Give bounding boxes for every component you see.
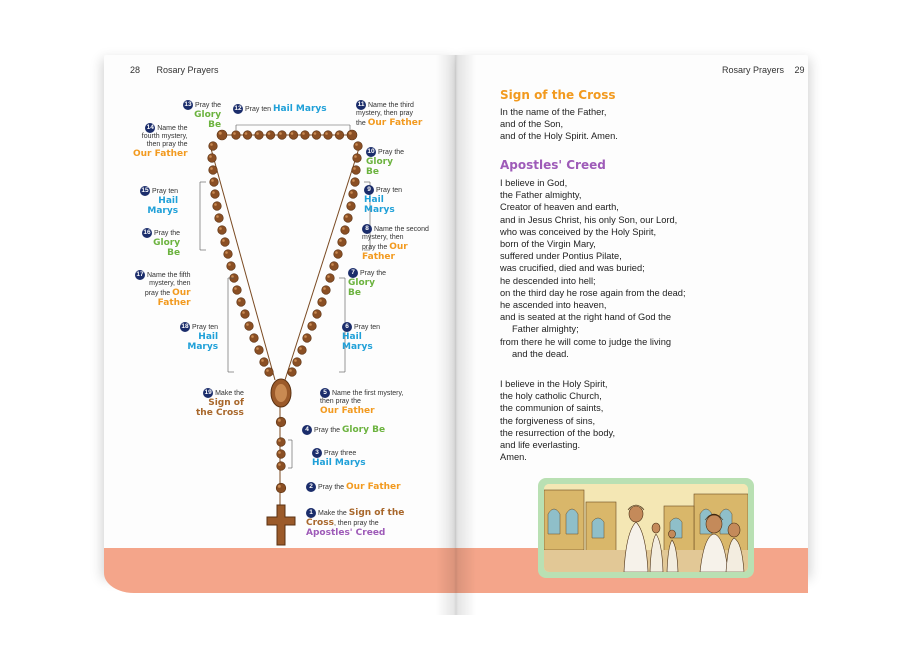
bead (293, 358, 302, 367)
bead-highlight (222, 239, 225, 242)
bead (265, 368, 274, 377)
text-line: from there he will come to judge the living (500, 336, 672, 347)
bead-highlight (278, 439, 281, 442)
bead (344, 214, 353, 223)
bead (322, 286, 331, 295)
bead-highlight (294, 359, 297, 362)
step-text: Our Father (346, 482, 401, 492)
text-line: suffered under Pontius Pilate, (500, 251, 622, 262)
step-text: Marys (147, 206, 179, 216)
step-text: Our (172, 288, 191, 298)
step-number-badge: 4 (302, 425, 312, 435)
step-text: Name the second (374, 225, 429, 233)
step-text: then pray the (320, 398, 361, 405)
rosary-step-11 (356, 100, 422, 128)
bead (347, 202, 356, 211)
bead-highlight (268, 132, 271, 135)
step-text: Marys (342, 342, 373, 352)
text-line: Father almighty; (512, 324, 579, 335)
bead-highlight (211, 179, 214, 182)
left-page-number: 28 (130, 65, 141, 75)
text-line: In the name of the Father, (500, 107, 607, 117)
bead (303, 334, 312, 343)
rosary-step-12 (233, 104, 327, 114)
text-line: Amen. (500, 452, 527, 463)
text-line: who was conceived by the Holy Spirit, (500, 226, 657, 237)
text-line: the Father almighty, (500, 190, 582, 201)
bead (289, 131, 298, 140)
rosary-step-3 (312, 448, 366, 468)
bead (208, 154, 217, 163)
step-text: Be (208, 120, 222, 130)
bead (301, 131, 310, 140)
bead-highlight (337, 132, 340, 135)
bead (209, 142, 218, 151)
bead-highlight (256, 132, 259, 135)
bead-highlight (350, 191, 353, 194)
step-text: Glory (194, 110, 222, 120)
bead (335, 131, 344, 140)
step-number-badge: 19 (204, 389, 212, 396)
step-text: Our Father (133, 149, 188, 159)
step-text: Hail (364, 195, 384, 205)
bead (318, 298, 327, 307)
step-text: Marys (187, 342, 219, 352)
text-line: and is seated at the right hand of God the (500, 312, 672, 323)
bead-highlight (352, 179, 355, 182)
bead (326, 274, 335, 283)
step-text: pray the (144, 290, 173, 297)
bead-highlight (245, 132, 248, 135)
bead-highlight (325, 132, 328, 135)
step-text: Hail (158, 196, 179, 206)
rosary-step-8 (362, 224, 429, 262)
text-line: and life everlasting. (500, 440, 581, 451)
step-text: Cross (306, 518, 334, 529)
step-text: Name the third (368, 101, 414, 109)
step-text: Name the fifth (147, 271, 191, 279)
bead (338, 238, 347, 247)
step-text: Pray ten (152, 187, 179, 195)
jerusalem-illustration (538, 478, 754, 578)
bead-highlight (233, 132, 236, 135)
bead-highlight (238, 299, 241, 302)
apostles-creed-text (500, 177, 686, 360)
bead-highlight (291, 132, 294, 135)
bead (351, 178, 360, 187)
bead-highlight (309, 323, 312, 326)
step-text: Be (348, 288, 361, 298)
bead-highlight (348, 203, 351, 206)
step-text: Glory (348, 278, 375, 288)
step-text: mystery, then (149, 280, 191, 287)
bead (260, 358, 269, 367)
bead-highlight (242, 311, 245, 314)
bead-highlight (261, 359, 264, 362)
bead-highlight (219, 132, 222, 135)
step-number-badge: 8 (362, 224, 372, 234)
bead-highlight (349, 132, 352, 135)
rosary-step-1 (306, 508, 404, 538)
bead (237, 298, 246, 307)
step-number-badge: 17 (136, 271, 144, 278)
step-text: Our (389, 242, 408, 252)
bead-highlight (339, 239, 342, 242)
step-number-badge: 1 (306, 508, 316, 518)
step-number-badge: 7 (348, 268, 358, 278)
bead (330, 262, 339, 271)
bead (352, 166, 361, 175)
our-father-bead (276, 483, 286, 493)
step-number-badge: 10 (367, 148, 375, 155)
rosary-step-9 (364, 185, 402, 215)
bead-highlight (345, 215, 348, 218)
bead (213, 202, 222, 211)
bead-highlight (251, 335, 254, 338)
step-number-badge: 18 (181, 323, 189, 330)
our-father-bead (217, 130, 227, 140)
text-line: the holy catholic Church, (500, 391, 602, 402)
right-running-head: Rosary Prayers (722, 65, 785, 75)
text-line: he ascended into heaven, (500, 300, 607, 311)
bead-highlight (234, 287, 237, 290)
bead-highlight (210, 167, 213, 170)
bead (278, 131, 287, 140)
bead-highlight (355, 143, 358, 146)
text-line: and the dead. (512, 348, 569, 359)
apostles-creed-title: Apostles' Creed (500, 158, 606, 172)
bead-highlight (302, 132, 305, 135)
bead (227, 262, 236, 271)
bead-highlight (210, 143, 213, 146)
bead (215, 214, 224, 223)
bead (277, 450, 286, 459)
text-line: I believe in God, (500, 178, 568, 188)
bead-highlight (299, 347, 302, 350)
illustration-drawing (544, 484, 748, 572)
step-number-badge: 15 (141, 187, 149, 194)
bead-highlight (212, 191, 215, 194)
text-line: and in Jesus Christ, his only Son, our Lord, (500, 214, 678, 225)
rosary-step-19 (196, 388, 244, 418)
bead-highlight (335, 251, 338, 254)
step-text: Pray the (378, 148, 405, 156)
bead-highlight (323, 287, 326, 290)
bead-highlight (216, 215, 219, 218)
our-father-bead (276, 417, 286, 427)
step-text: Our Father (320, 406, 375, 416)
step-text: Pray ten (245, 106, 274, 113)
step-number-badge: 11 (357, 101, 365, 108)
step-text: Marys (364, 205, 395, 215)
bead (266, 131, 275, 140)
step-text: Pray the (154, 229, 181, 237)
step-text: Pray the (318, 484, 347, 491)
bead (224, 250, 233, 259)
bead (324, 131, 333, 140)
step-text: Our Father (367, 118, 423, 128)
step-text: Name the (157, 124, 188, 132)
step-text: the (356, 120, 368, 127)
bead-highlight (353, 167, 356, 170)
bead (255, 131, 264, 140)
step-text: Hail (342, 332, 362, 342)
bead (308, 322, 317, 331)
step-text: Pray three (324, 449, 357, 457)
step-text: Name the first mystery, (332, 389, 404, 397)
step-text: Hail (198, 332, 219, 342)
bead-highlight (225, 251, 228, 254)
rosary-step-4 (302, 425, 385, 435)
step-text: Apostles' Creed (306, 528, 386, 539)
crucifix-icon (267, 505, 295, 545)
step-text: Glory Be (342, 425, 386, 435)
medal-image (275, 384, 287, 402)
text-line: born of the Virgin Mary, (500, 239, 596, 250)
step-text: Glory (153, 238, 181, 248)
step-text: pray the (362, 244, 390, 251)
right-page-number: 29 (794, 65, 805, 75)
bead-highlight (331, 263, 334, 266)
rosary-step-13 (183, 100, 221, 130)
bead-highlight (266, 369, 269, 372)
step-text: Hail Marys (312, 458, 366, 468)
bead-highlight (214, 203, 217, 206)
bead (354, 142, 363, 151)
bead-highlight (314, 132, 317, 135)
bead (211, 190, 220, 199)
step-text: Make the (318, 510, 349, 517)
bead-highlight (327, 275, 330, 278)
step-number-badge: 13 (184, 101, 192, 108)
rosary-step-6 (342, 322, 380, 352)
sign-of-cross-text (500, 106, 618, 143)
bead-highlight (304, 335, 307, 338)
step-number-badge: 14 (146, 124, 154, 131)
step-text: fourth mystery, (141, 133, 188, 140)
rosary-step-7 (348, 268, 386, 298)
bead (241, 310, 250, 319)
bead (349, 190, 358, 199)
rosary-step-16 (142, 228, 180, 258)
text-line: he descended into hell; (500, 275, 596, 286)
bead (210, 178, 219, 187)
step-text: Father (362, 252, 395, 262)
step-text: Make the (215, 389, 244, 397)
bead-highlight (342, 227, 345, 230)
bead-highlight (314, 311, 317, 314)
bead (255, 346, 264, 355)
bead-highlight (278, 485, 281, 488)
bead (353, 154, 362, 163)
apostles-creed-text-2 (500, 378, 615, 463)
bead-highlight (219, 227, 222, 230)
step-text: Father (157, 298, 191, 308)
left-running-head: Rosary Prayers (156, 65, 219, 75)
step-number-badge: 3 (312, 448, 322, 458)
step-number-badge: 5 (320, 388, 330, 398)
bead (334, 250, 343, 259)
text-line: the forgiveness of sins, (500, 415, 596, 426)
step-number-badge: 2 (306, 482, 316, 492)
step-text: , then pray the (333, 520, 379, 528)
rosary-step-14 (133, 123, 188, 159)
bead (209, 166, 218, 175)
text-line: I believe in the Holy Spirit, (500, 379, 608, 389)
step-text: the Cross (196, 408, 244, 418)
bead-highlight (228, 263, 231, 266)
step-text: Pray ten (354, 323, 381, 331)
step-text: Be (167, 248, 181, 258)
step-number-badge: 12 (234, 105, 242, 113)
rosary-step-15 (140, 186, 178, 216)
bead (313, 310, 322, 319)
bead-highlight (231, 275, 234, 278)
rosary-step-10 (366, 147, 404, 177)
bead-highlight (319, 299, 322, 302)
text-line: on the third day he rose again from the dead; (500, 287, 686, 298)
bead (218, 226, 227, 235)
step-text: Pray the (195, 101, 222, 109)
text-line: the resurrection of the body, (500, 427, 616, 438)
bead (221, 238, 230, 247)
bead (277, 462, 286, 471)
rosary-step-5 (320, 388, 403, 416)
step-number-badge: 9 (364, 185, 374, 195)
bead-highlight (289, 369, 292, 372)
bead (298, 346, 307, 355)
step-text: Sign of (208, 398, 244, 408)
bead-highlight (246, 323, 249, 326)
bead-highlight (279, 132, 282, 135)
bead (288, 368, 297, 377)
bead (245, 322, 254, 331)
bead-highlight (278, 463, 281, 466)
chain (210, 145, 275, 380)
step-text: Sign of the (348, 508, 405, 518)
rosary-step-18 (180, 322, 218, 352)
step-text: Glory (366, 157, 393, 167)
bead-highlight (278, 419, 281, 422)
rosary-step-2 (306, 482, 401, 492)
step-text: mystery, then pray (356, 110, 414, 117)
bead (341, 226, 350, 235)
text-line: and of the Holy Spirit. Amen. (500, 131, 618, 142)
bead (250, 334, 259, 343)
bead-highlight (354, 155, 357, 158)
step-text: then pray the (146, 141, 188, 148)
step-text: Pray the (314, 427, 343, 434)
text-line: was crucified, died and was buried; (500, 263, 645, 274)
bead (233, 286, 242, 295)
bead (277, 438, 286, 447)
sign-of-cross-title: Sign of the Cross (500, 88, 616, 102)
bead-highlight (209, 155, 212, 158)
step-text: Pray ten (376, 186, 403, 194)
text-line: the communion of saints, (500, 403, 604, 414)
text-line: Creator of heaven and earth, (500, 202, 619, 213)
step-text: mystery, then (362, 234, 404, 241)
rosary-step-17 (135, 270, 191, 308)
step-number-badge: 6 (342, 322, 352, 332)
text-line: and of the Son, (500, 119, 564, 130)
bead (232, 131, 241, 140)
bead (243, 131, 252, 140)
bead-highlight (278, 451, 281, 454)
our-father-bead (347, 130, 357, 140)
step-text: Pray ten (192, 323, 219, 331)
step-text: Hail Marys (273, 104, 327, 114)
bead (312, 131, 321, 140)
step-text: Be (366, 167, 379, 177)
bead-highlight (256, 347, 259, 350)
step-number-badge: 16 (143, 229, 151, 236)
step-text: Pray the (360, 269, 387, 277)
